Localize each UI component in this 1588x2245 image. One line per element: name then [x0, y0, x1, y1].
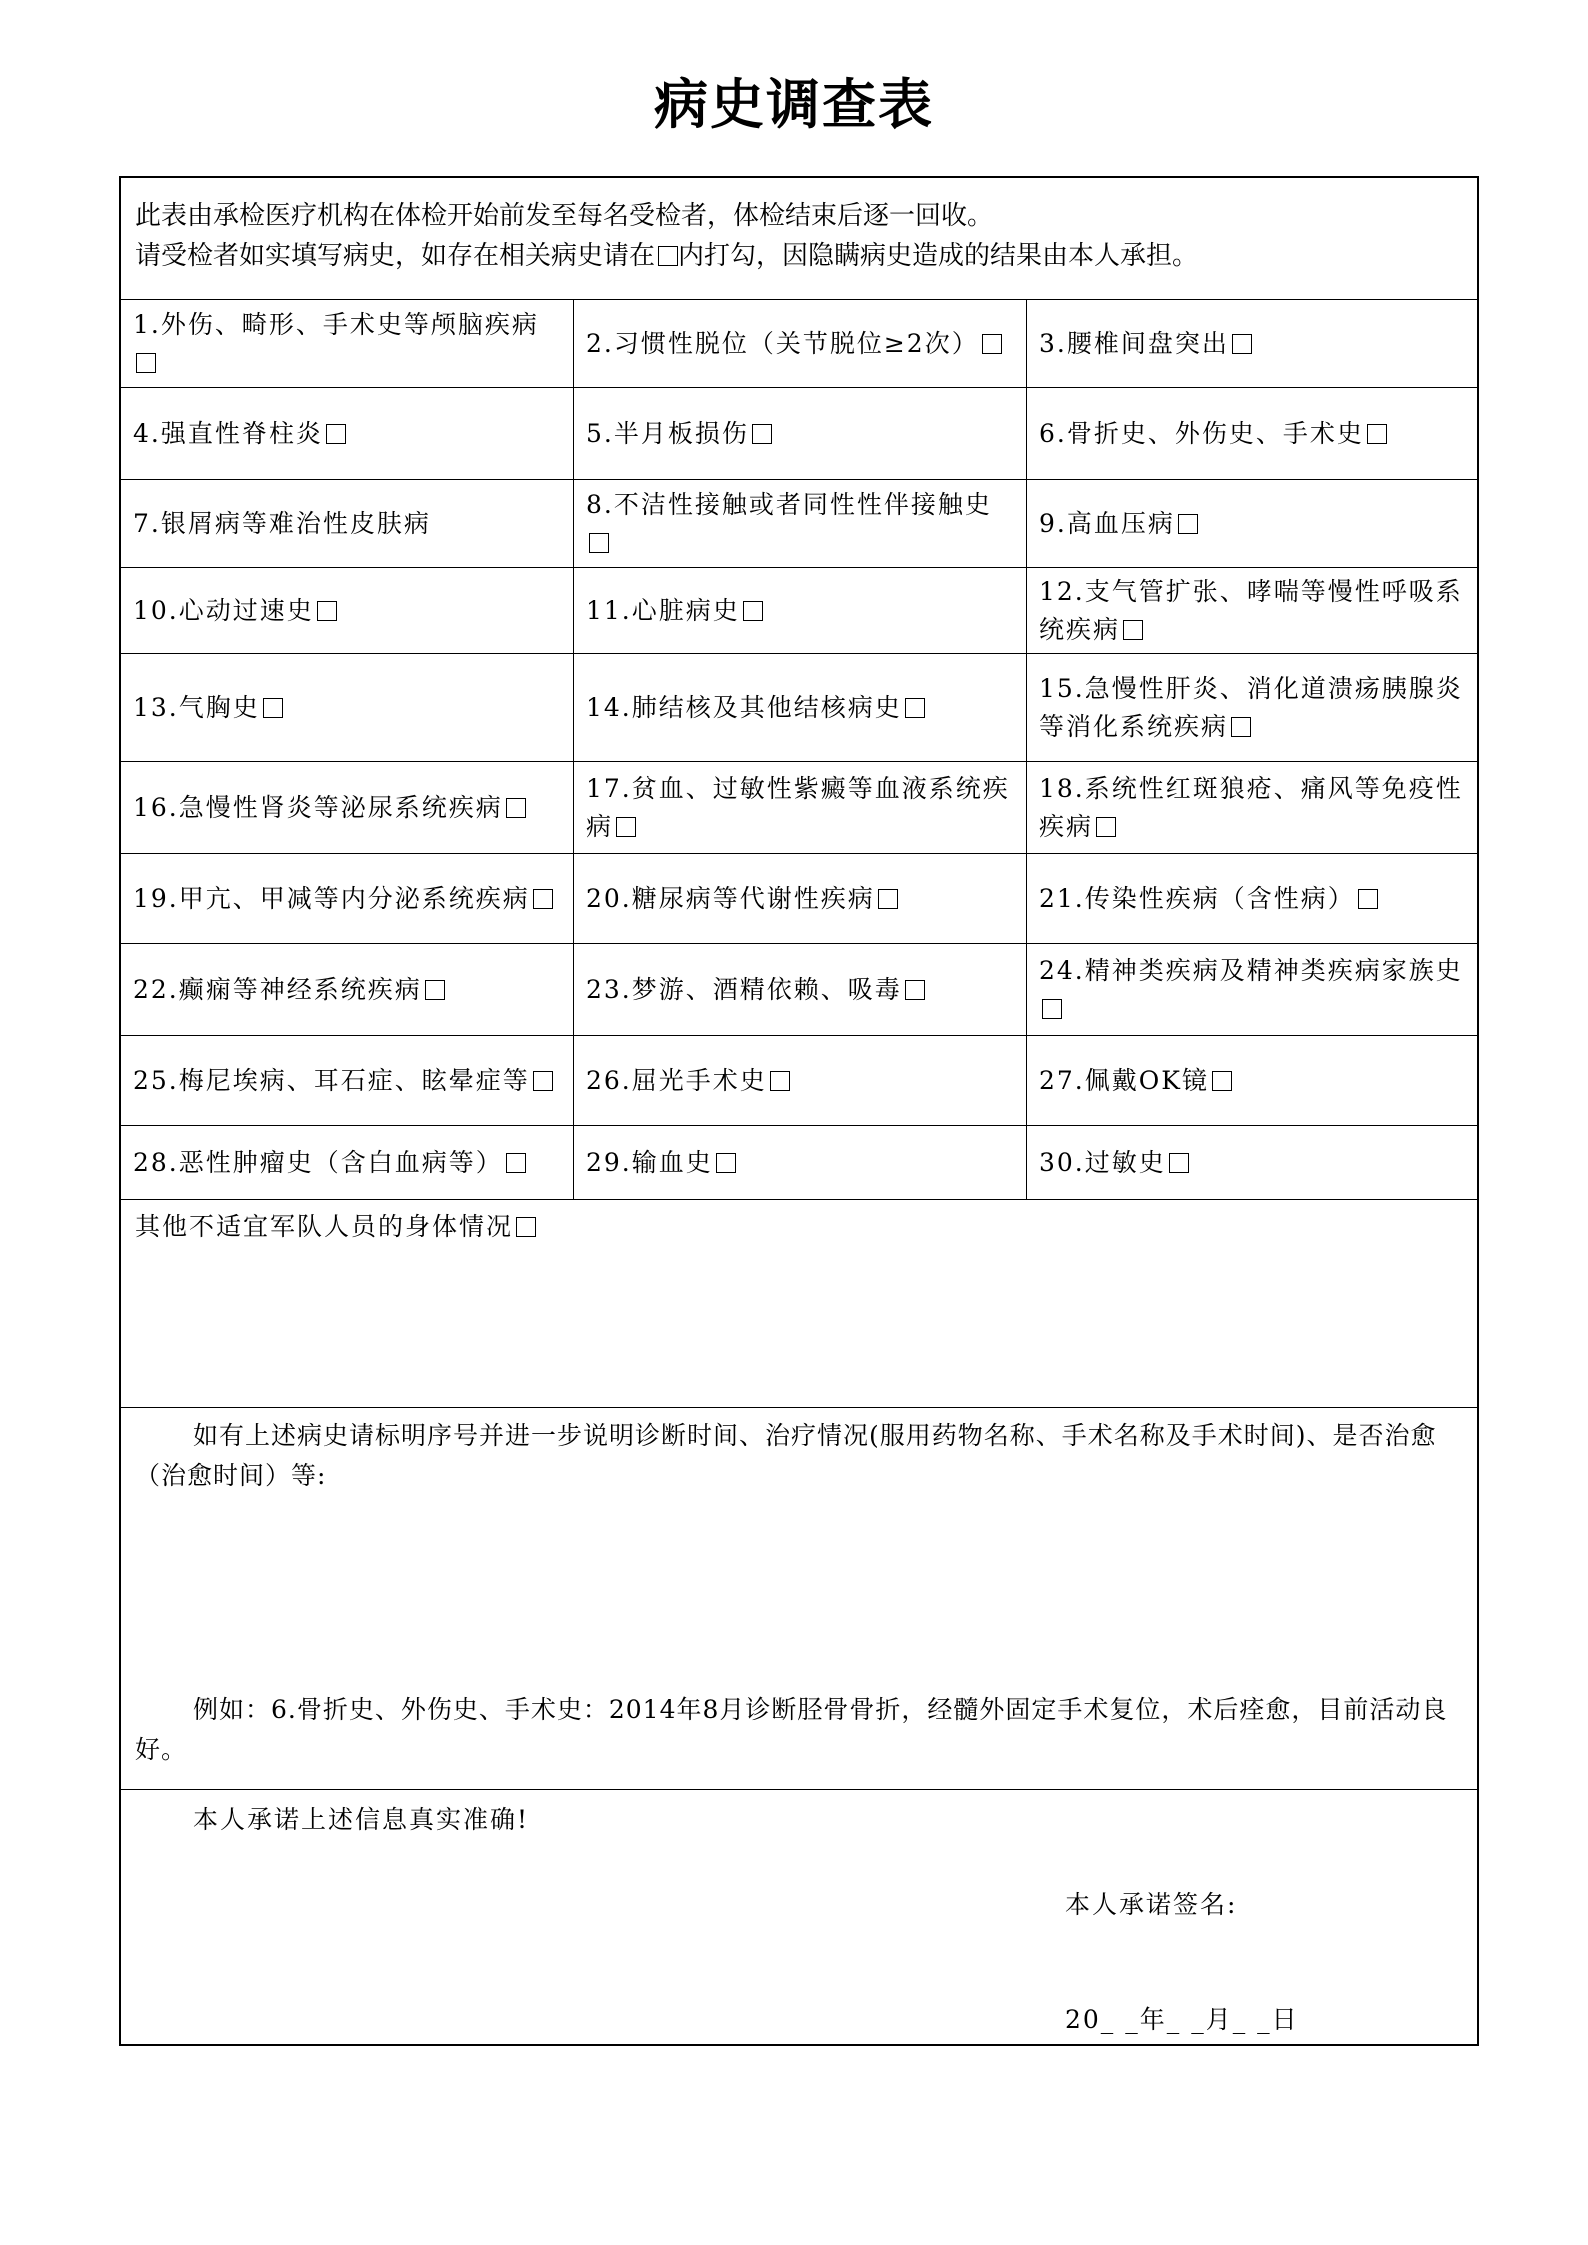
history-item-label: 25.梅尼埃病、耳石症、眩晕症等 — [133, 1065, 530, 1095]
explanation-section[interactable] — [121, 1408, 1477, 1790]
history-item-label: 30.过敏史 — [1039, 1147, 1166, 1177]
history-item[interactable] — [574, 944, 1027, 1036]
history-item[interactable] — [574, 654, 1027, 762]
history-item[interactable] — [1027, 762, 1477, 854]
history-item-label: 10.心动过速史 — [133, 595, 314, 625]
history-item-checkbox[interactable] — [1169, 1153, 1189, 1173]
date-field[interactable]: 20_ _年_ _月_ _日 — [1065, 2005, 1299, 2034]
instruction-line-2-end: 内打勾，因隐瞒病史造成的结果由本人承担。 — [678, 241, 1199, 271]
history-item-label: 18.系统性红斑狼疮、痛风等免疫性疾病 — [1039, 773, 1463, 841]
history-item-label: 29.输血史 — [586, 1147, 713, 1177]
history-item-checkbox[interactable] — [1231, 717, 1251, 737]
page-title: 病史调查表 — [654, 72, 934, 136]
history-item-label: 23.梦游、酒精依赖、吸毒 — [586, 974, 902, 1004]
history-item-label: 21.传染性疾病（含性病） — [1039, 883, 1355, 913]
history-item[interactable] — [1027, 300, 1477, 388]
history-item[interactable] — [121, 654, 574, 762]
history-item-label: 16.急慢性肾炎等泌尿系统疾病 — [133, 792, 503, 822]
history-item-label: 5.半月板损伤 — [586, 418, 749, 448]
history-item-label: 20.糖尿病等代谢性疾病 — [586, 883, 875, 913]
history-item-checkbox[interactable] — [752, 424, 772, 444]
history-item[interactable] — [121, 944, 574, 1036]
history-item[interactable] — [1027, 480, 1477, 568]
history-item-label: 6.骨折史、外伤史、手术史 — [1039, 418, 1364, 448]
history-item-checkbox[interactable] — [616, 817, 636, 837]
history-item-checkbox[interactable] — [533, 1071, 553, 1091]
history-item[interactable] — [574, 480, 1027, 568]
history-item[interactable] — [574, 568, 1027, 654]
history-item[interactable] — [574, 762, 1027, 854]
history-item-label: 3.腰椎间盘突出 — [1039, 328, 1229, 358]
history-item[interactable] — [574, 1036, 1027, 1126]
pledge-statement: 本人承诺上述信息真实准确! — [193, 1805, 530, 1834]
history-item-checkbox[interactable] — [716, 1153, 736, 1173]
history-item[interactable] — [1027, 1036, 1477, 1126]
other-conditions-checkbox[interactable] — [516, 1217, 536, 1237]
history-item-label: 15.急慢性肝炎、消化道溃疡胰腺炎等消化系统疾病 — [1039, 673, 1463, 741]
history-item-label: 9.高血压病 — [1039, 508, 1175, 538]
history-item-label: 4.强直性脊柱炎 — [133, 418, 323, 448]
history-item[interactable] — [1027, 1126, 1477, 1200]
history-item-checkbox[interactable] — [905, 698, 925, 718]
other-conditions-section[interactable] — [121, 1200, 1477, 1408]
history-item-checkbox[interactable] — [263, 698, 283, 718]
history-item-label: 27.佩戴OK镜 — [1039, 1065, 1209, 1095]
history-item-checkbox[interactable] — [589, 533, 609, 553]
history-item[interactable] — [121, 1036, 574, 1126]
signature-field[interactable]: 本人承诺签名: — [1065, 1890, 1238, 1919]
history-item-label: 8.不洁性接触或者同性性伴接触史 — [586, 489, 992, 519]
history-item-checkbox[interactable] — [878, 889, 898, 909]
history-item[interactable] — [574, 388, 1027, 480]
history-item-label: 17.贫血、过敏性紫癜等血液系统疾病 — [586, 773, 1010, 841]
history-item-label: 19.甲亢、甲减等内分泌系统疾病 — [133, 883, 530, 913]
history-item[interactable] — [574, 1126, 1027, 1200]
history-item-checkbox[interactable] — [1212, 1071, 1232, 1091]
history-item[interactable] — [121, 568, 574, 654]
history-item-checkbox[interactable] — [136, 353, 156, 373]
history-item[interactable] — [121, 1126, 574, 1200]
history-item-checkbox[interactable] — [425, 980, 445, 1000]
other-conditions-label: 其他不适宜军队人员的身体情况 — [135, 1212, 514, 1241]
history-item-checkbox[interactable] — [326, 424, 346, 444]
history-item-label: 1.外伤、畸形、手术史等颅脑疾病 — [133, 309, 539, 339]
history-items-grid — [121, 300, 1477, 1200]
history-item-checkbox[interactable] — [982, 334, 1002, 354]
history-item[interactable] — [574, 300, 1027, 388]
history-item[interactable] — [1027, 568, 1477, 654]
history-item[interactable] — [121, 762, 574, 854]
history-item[interactable] — [1027, 944, 1477, 1036]
history-item-checkbox[interactable] — [1123, 620, 1143, 640]
form-instructions — [121, 178, 1477, 300]
history-item[interactable] — [574, 854, 1027, 944]
history-item[interactable] — [1027, 388, 1477, 480]
history-item-label: 28.恶性肿瘤史（含白血病等） — [133, 1147, 503, 1177]
history-item-checkbox[interactable] — [506, 798, 526, 818]
explanation-instructions: 如有上述病史请标明序号并进一步说明诊断时间、治疗情况(服用药物名称、手术名称及手术时间)、是否治愈（治愈时间）等: — [135, 1421, 1437, 1490]
history-item-label: 11.心脏病史 — [586, 595, 740, 625]
history-form — [119, 176, 1479, 2046]
instruction-line-2 — [135, 236, 1463, 276]
history-item-checkbox[interactable] — [770, 1071, 790, 1091]
history-item-checkbox[interactable] — [743, 601, 763, 621]
history-item[interactable] — [121, 854, 574, 944]
history-item-checkbox[interactable] — [905, 980, 925, 1000]
history-item-label: 24.精神类疾病及精神类疾病家族史 — [1039, 955, 1463, 985]
history-item-label: 2.习惯性脱位（关节脱位≥2次） — [586, 328, 979, 358]
history-item-checkbox[interactable] — [1178, 514, 1198, 534]
history-item-label: 7.银屑病等难治性皮肤病 — [133, 508, 431, 538]
history-item-label: 22.癫痫等神经系统疾病 — [133, 974, 422, 1004]
history-item-checkbox[interactable] — [1367, 424, 1387, 444]
history-item-label: 12.支气管扩张、哮喘等慢性呼吸系统疾病 — [1039, 576, 1463, 644]
history-item-checkbox[interactable] — [317, 601, 337, 621]
history-item-label: 14.肺结核及其他结核病史 — [586, 692, 902, 722]
history-item-checkbox[interactable] — [1042, 999, 1062, 1019]
pledge-section — [121, 1790, 1477, 2044]
instruction-line-1: 此表由承检医疗机构在体检开始前发至每名受检者，体检结束后逐一回收。 — [135, 201, 994, 231]
history-item[interactable] — [121, 300, 574, 388]
explanation-example: 例如：6.骨折史、外伤史、手术史：2014年8月诊断胫骨骨折，经髓外固定手术复位，术后痊愈，目前活动良好。 — [135, 1695, 1448, 1764]
history-item-checkbox[interactable] — [1096, 817, 1116, 837]
checkbox-icon — [658, 246, 678, 266]
history-item-label: 13.气胸史 — [133, 692, 260, 722]
history-item-checkbox[interactable] — [533, 889, 553, 909]
history-item-checkbox[interactable] — [1232, 334, 1252, 354]
history-item-checkbox[interactable] — [1358, 889, 1378, 909]
history-item[interactable] — [121, 480, 574, 568]
history-item-checkbox[interactable] — [506, 1153, 526, 1173]
history-item-label: 26.屈光手术史 — [586, 1065, 767, 1095]
history-item[interactable] — [121, 388, 574, 480]
history-item[interactable] — [1027, 654, 1477, 762]
instruction-line-2-start: 请受检者如实填写病史，如存在相关病史请在 — [135, 241, 656, 271]
history-item[interactable] — [1027, 854, 1477, 944]
